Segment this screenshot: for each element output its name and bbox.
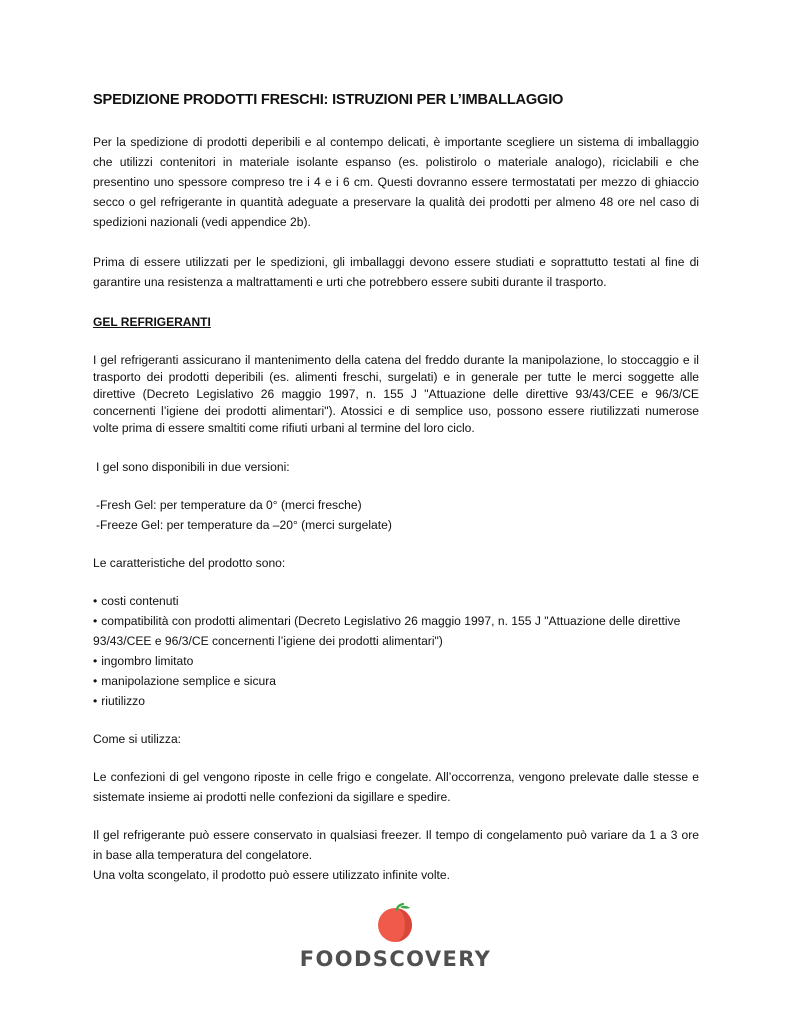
gel-description: I gel refrigeranti assicurano il mantenimento della catena del freddo durante la manipolazione, lo stoccaggio e il trasporto dei prodotti deperibili (es. alimenti freschi, surgelati) e in generale per tutte le merci soggette alle direttive (Decreto Legislativo 26 maggio 1997, n. 155 J "Attuazione delle direttive 93/43/CEE e 96/3/CE concernenti l’igiene dei prodotti alimentari"). Atossici e di semplice uso, possono essere riutilizzati numerose volte prima di essere smaltiti come rifiuti urbani al termine del loro ciclo. xyxy=(93,353,699,435)
page-title: SPEDIZIONE PRODOTTI FRESCHI: ISTRUZIONI PER L’IMBALLAGGIO xyxy=(93,92,564,108)
list-item xyxy=(93,651,699,671)
list-item-text: ingombro limitato xyxy=(101,654,194,668)
bullet: • xyxy=(93,694,98,708)
list-item-text: riutilizzo xyxy=(101,694,145,708)
versions-intro: I gel sono disponibili in due versioni: xyxy=(96,460,290,474)
bullet: • xyxy=(93,654,98,668)
features-intro: Le caratteristiche del prodotto sono: xyxy=(93,556,286,570)
bullet: • xyxy=(93,614,98,628)
list-item xyxy=(93,611,699,651)
features-list xyxy=(93,591,699,711)
list-item xyxy=(93,671,699,691)
usage-intro: Come si utilizza: xyxy=(93,732,182,746)
list-item-text: manipolazione semplice e sicura xyxy=(101,674,277,688)
version-item: -Fresh Gel: per temperature da 0° (merci fresche) xyxy=(96,498,362,512)
intro-paragraph-2: Prima di essere utilizzati per le spedizioni, gli imballaggi devono essere studiati e soprattutto testati al fine di garantire una resistenza a maltrattamenti e urti che potrebbero essere subiti durante il trasporto. xyxy=(93,255,699,289)
storage-paragraph: Il gel refrigerante può essere conservato in qualsiasi freezer. Il tempo di congelamento può variare da 1 a 3 ore in base alla temperatura del congelatore. xyxy=(93,828,699,862)
list-item-text: costi contenuti xyxy=(101,594,179,608)
bullet: • xyxy=(93,674,98,688)
usage-paragraph: Le confezioni di gel vengono riposte in celle frigo e congelate. All’occorrenza, vengono prelevate dalle stesse e sistemate insieme ai prodotti nelle confezioni da sigillare e spedire. xyxy=(93,770,699,804)
list-item xyxy=(93,591,699,611)
version-item: -Freeze Gel: per temperature da –20° (merci surgelate) xyxy=(96,518,392,532)
bullet: • xyxy=(93,594,98,608)
document-page xyxy=(93,92,699,885)
tomato-icon xyxy=(377,903,415,943)
list-item xyxy=(93,691,699,711)
logo-wordmark: FOODSCOVERY xyxy=(299,947,492,971)
foodscovery-logo xyxy=(0,903,791,971)
list-item-text: compatibilità con prodotti alimentari (Decreto Legislativo 26 maggio 1997, n. 155 J "Attuazione delle direttive 93/43/CEE e 96/3/CE concernenti l’igiene dei prodotti alimentari") xyxy=(93,614,681,648)
section-heading-gel: GEL REFRIGERANTI xyxy=(93,315,211,329)
intro-paragraph-1: Per la spedizione di prodotti deperibili e al contempo delicati, è importante scegliere un sistema di imballaggio che utilizzi contenitori in materiale isolante espanso (es. polistirolo o materiale analogo), riciclabili e che presentino uno spessore compreso tre i 4 e i 6 cm. Questi dovranno essere termostatati per mezzo di ghiaccio secco o gel refrigerante in quantità adeguate a preservare la qualità dei prodotti per almeno 48 ore nel caso di spedizioni nazionali (vedi appendice 2b). xyxy=(93,135,699,229)
storage-note: Una volta scongelato, il prodotto può essere utilizzato infinite volte. xyxy=(93,868,450,882)
